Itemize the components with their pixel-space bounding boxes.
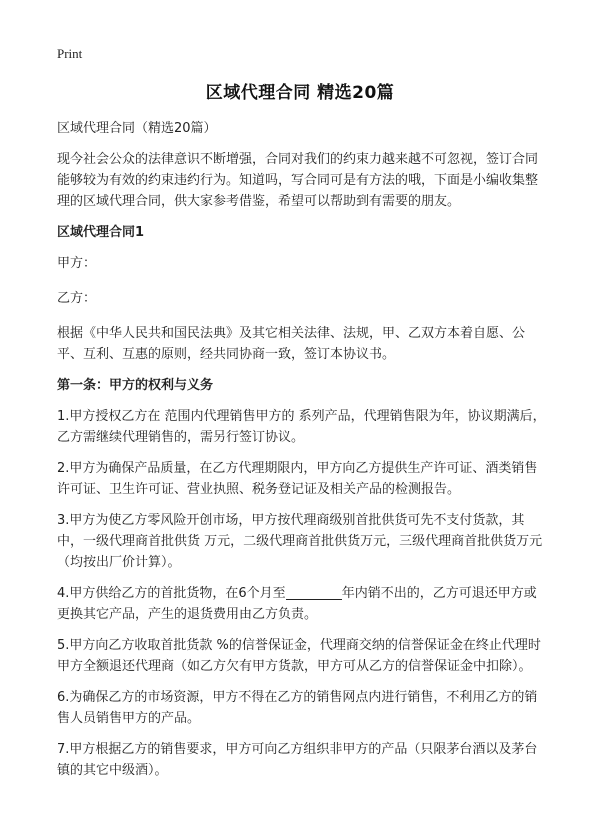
clause-3: 3.甲方为使乙方零风险开创市场，甲方按代理商级别首批供货可先不支付货款，其中，一级代理商首批供货 万元，二级代理商首批供货万元，三级代理商首批供货万元（均按出厂价计算）。 (57, 513, 543, 570)
document-subtitle: 区域代理合同（精选20篇） (57, 121, 217, 136)
fill-in-blank (286, 585, 342, 600)
clause-2: 2.甲方为确保产品质量，在乙方代理期限内，甲方向乙方提供生产许可证、酒类销售许可证、卫生许可证、营业执照、税务登记证及相关产品的检测报告。 (57, 461, 538, 497)
basis-paragraph: 根据《中华人民共和国民法典》及其它相关法律、法规，甲、乙双方本着自愿、公平、互利、互惠的原则，经共同协商一致，签订本协议书。 (57, 326, 526, 362)
clause-4 (57, 583, 549, 625)
document-title: 区域代理合同 精选20篇 (205, 83, 395, 103)
document-body (57, 118, 549, 791)
intro-paragraph: 现今社会公众的法律意识不断增强，合同对我们的约束力越来越不可忽视，签订合同能够较为有效的约束违约行为。知道吗，写合同可是有方法的哦，下面是小编收集整理的区域代理合同，供大家参考借鉴，希望可以帮助到有需要的朋友。 (57, 152, 539, 209)
section-heading: 区域代理合同1 (57, 225, 145, 240)
clause-4-text-end: 年内销不出的，乙方可退还甲方或更换其它产品，产生的退货费用由乙方负责。 (57, 586, 537, 622)
clause-4-text-start: 4.甲方供给乙方的首批货物，在6个月至 (57, 586, 286, 601)
party-a-line: 甲方： (57, 256, 97, 271)
article-1-heading: 第一条：甲方的权利与义务 (57, 378, 214, 393)
clause-6: 6.为确保乙方的市场资源，甲方不得在乙方的销售网点内进行销售，不利用乙方的销售人员销售甲方的产品。 (57, 690, 538, 726)
clause-5: 5.甲方向乙方收取首批货款 %的信誉保证金，代理商交纳的信誉保证金在终止代理时甲方全额退还代理商（如乙方欠有甲方货款，甲方可从乙方的信誉保证金中扣除）。 (57, 638, 541, 674)
party-b-line: 乙方： (57, 291, 97, 306)
clause-1: 1.甲方授权乙方在 范围内代理销售甲方的 系列产品，代理销售限为年，协议期满后，乙方需继续代理销售的，需另行签订协议。 (57, 409, 546, 445)
clause-7: 7.甲方根据乙方的销售要求，甲方可向乙方组织非甲方的产品（只限茅台酒以及茅台镇的其它中级酒）。 (57, 742, 538, 778)
print-link[interactable]: Print (57, 46, 83, 61)
